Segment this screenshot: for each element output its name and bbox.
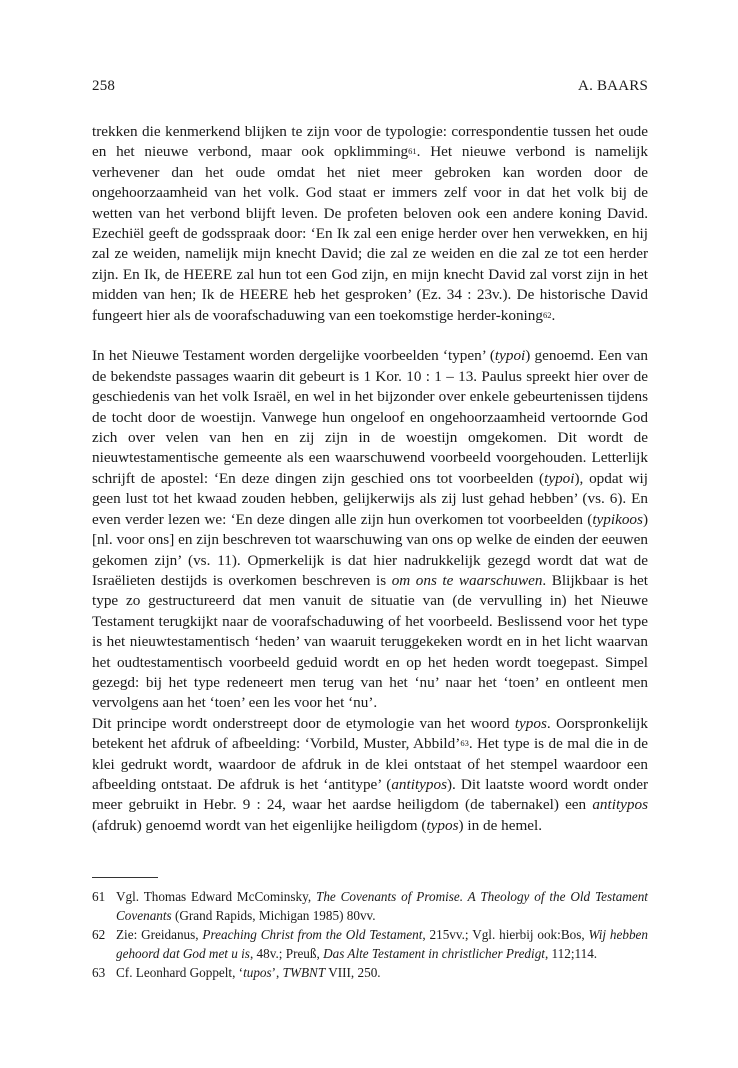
italic-span: typikoos [592,510,643,528]
italic-span: typos [514,714,547,732]
footnotes [92,887,648,982]
text-span: ), opdat wij geen lust tot het kwaad zouden hebben, gelijkerwijs als zij lust gehad hebben’ (vs. 6). En even verder lezen we: ‘En deze dingen alle zijn hun overkomen tot voorbeelden ( [92,469,648,528]
text-span: , 48v.; Preuß, [249,946,324,961]
text-span: ) genoemd. Een van de bekendste passages waarin dit gebeurt is 1 Kor. 10 : 1 – 13. Paulus spreekt hier over de geschiedenis van het volk Israël, en wel in het bijzonder over enkele gebeurtenissen tijdens de tocht door de woestijn. Vanwege hun ongeloof en ongehoorzaamheid vertoornde God zich over velen van hen en zij zijn in de woestijn omgekomen. Dit wordt de nieuwtestamentische gemeente als een waarschuwend voorbeeld voorgehouden. Letterlijk schrijft de apostel: ‘En deze dingen zijn geschied ons tot voorbeelden ( [92,347,648,487]
text-span: Dit principe wordt onderstreept door de etymologie van het woord [92,714,515,732]
footnote-text [116,925,648,963]
italic-span: The Covenants of Promise. A Theology of the Old Testament Covenants [116,889,648,923]
italic-span: tupos [243,965,272,980]
text-span: Zie: Greidanus, [116,927,203,942]
text-span: . Het nieuwe verbond is namelijk verhevener dan het oude omdat het niet meer gebroken kan worden door de ongehoorzaamheid van het volk. God staat er immers zelf voor in dat het volk bij de wetten van het verbond blijft leven. De profeten beloven ook een andere koning David. Ezechiël geeft de godsspraak door: ‘En Ik zal een enige herder over hen verwekken, en hij zal ze weiden, namelijk mijn knecht David; die zal ze weiden en die zal ze tot een herder zijn. En Ik, de HEERE zal hun tot een God zijn, en mijn knecht David zal vorst zijn in het midden van hen; Ik de HEERE heb het gesproken’ (Ez. 34 : 23v.). De historische David fungeert hier als de voorafschaduwing van een toekomstige herder-koning [92,143,648,324]
italic-span: antitypos [592,796,648,814]
italic-span: typos [426,816,459,834]
text-span: , 215vv.; Vgl. hierbij ook:Bos, [422,927,589,942]
footnote-number: 63 [92,965,106,980]
text-span: In het Nieuwe Testament worden dergelijke voorbeelden ‘typen’ ( [92,347,495,365]
footnote-item [92,925,648,963]
text-span: , 112;114. [544,946,598,961]
page-number: 258 [92,78,116,94]
text-span: . Het type is de mal die in de klei gedrukt wordt, waardoor de afdruk in de klei ontstaat of het stempel waardoor een afbeelding ontstaat. De afdruk is het ‘antitype’ ( [92,735,648,793]
text-span: . [551,306,556,324]
footnote-ref: 61 [408,146,417,157]
paragraph [92,714,648,836]
footnote-number: 61 [92,889,106,904]
text-span: trekken die kenmerkend blijken te zijn voor de typologie: correspondentie tussen het oude en het nieuwe verbond, maar ook opklimming [92,123,648,161]
paragraph [92,346,648,713]
italic-span: antitypos [391,775,447,793]
text-span: . Oorspronkelijk betekent het afdruk of afbeelding: ‘Vorbild, Muster, Abbild’ [92,714,648,753]
italic-span: Das Alte Testament in christlicher Predigt [323,946,545,961]
italic-span: Preaching Christ from the Old Testament [202,927,423,942]
text-span: Vgl. Thomas Edward McCominsky, [116,889,316,904]
footnote-ref: 62 [542,309,552,320]
text-span: ). Dit laatste woord wordt onder meer gebruikt in Hebr. 9 : 24, waar het aardse heiligdom (de tabernakel) een [92,775,648,814]
running-header [92,78,648,95]
italic-span: TWBNT [282,965,326,980]
footnote-number: 62 [92,927,106,942]
footnote-item [92,887,648,925]
text-span: ’, [271,965,283,980]
footnote-text [116,887,648,925]
italic-span: Wij hebben gehoord dat God met u is [116,927,648,961]
footnote-divider [92,877,158,878]
italic-span: typoi [494,347,526,365]
footnote-ref: 63 [460,738,469,749]
italic-span: typoi [544,469,575,487]
text-span: Cf. Leonhard Goppelt, ‘ [116,965,244,980]
text-span: ) in de hemel. [458,816,543,834]
running-author: A. BAARS [578,78,648,94]
paragraph [92,122,648,326]
text-span: ) [nl. voor ons] en zijn beschreven tot waarschuwing van ons op welke de einden der eeuwen gekomen zijn’ (vs. 11). Opmerkelijk is dat hier nadrukkelijk gezegd wordt dat wat de Israëlieten destijds is overkomen beschreven is [92,510,648,589]
footnote-text [116,963,648,982]
text-span: VIII, 250. [325,965,381,980]
body-text [92,122,648,836]
text-span: (Grand Rapids, Michigan 1985) 80vv. [171,908,376,923]
footnote-item [92,963,648,982]
text-span: . Blijkbaar is het type zo gestructureerd dat men vanuit de situatie van (de vervulling in) het Nieuwe Testament terugkijkt naar de voorafschaduwing of het voorbeeld. Beslissend voor het type is het nieuwtestamentisch ‘heden’ van waaruit teruggekeken wordt en in het licht waarvan het oudtestamentisch voorbeeld geduid wordt en op het heden wordt toegepast. Simpel gezegd: bij het type redeneert men terug van het ‘nu’ naar het ‘toen’ en ontleent men vervolgens aan het ‘toen’ een les voor het ‘nu’. [92,571,648,712]
italic-span: om ons te waarschuwen [391,571,543,589]
text-span: (afdruk) genoemd wordt van het eigenlijke heiligdom ( [92,816,427,834]
